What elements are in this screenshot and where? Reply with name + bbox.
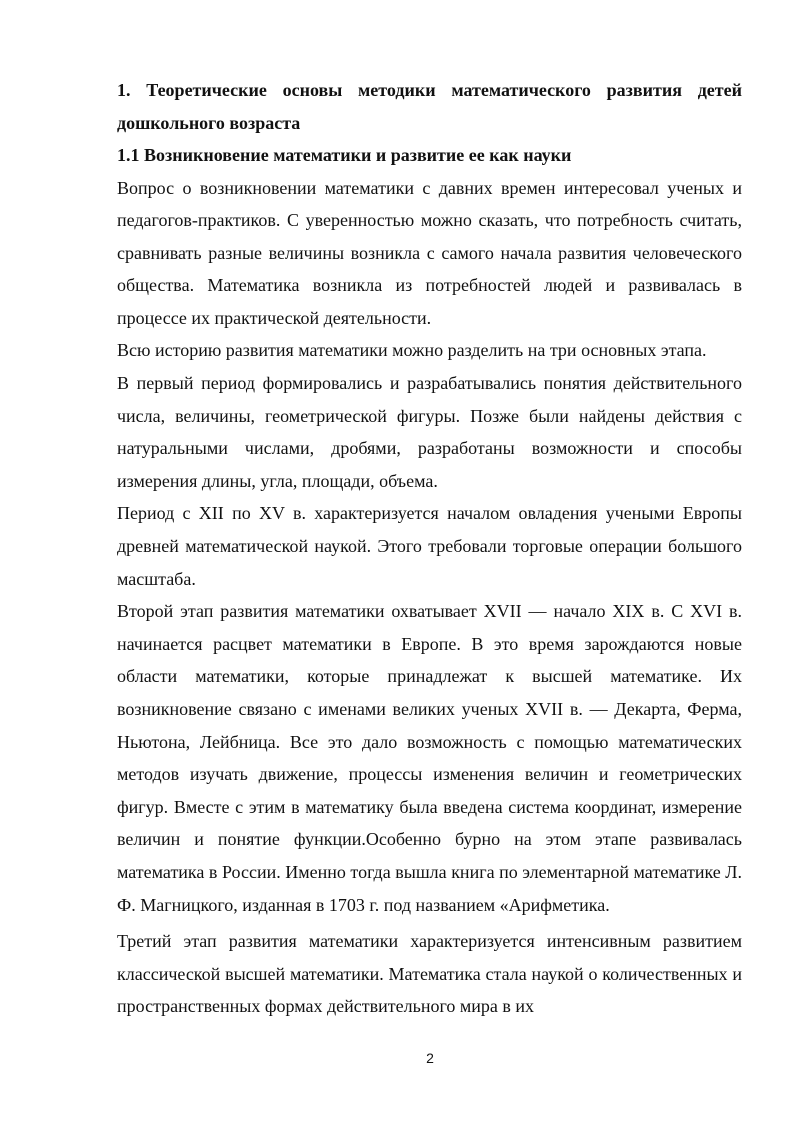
paragraph-three-stages: Всю историю развития математики можно разделить на три основных этапа. [117, 340, 707, 361]
chapter-heading: 1. Теоретические основы методики математического развития детей дошкольного возраста [117, 80, 742, 133]
paragraph-first-period: В первый период формировались и разрабатывались понятия действительного числа, величины, геометрической фигуры. Позже были найдены действия с натуральными числами, дробями, разработаны возможности и способы измерения длины, угла, площади, объема. [117, 373, 742, 491]
section-heading: 1.1 Возникновение математики и развитие ее как науки [117, 145, 572, 165]
paragraph-second-stage: Второй этап развития математики охватывает XVII — начало XIX в. С XVI в. начинается расцвет математики в Европе. В это время зарождаются новые области математики, которые принадлежат к высшей математике. Их возникновение связано с именами великих ученых XVII в. — Декарта, Ферма, Ньютона, Лейбница. Все это дало возможность с помощью математических методов изучать движение, процессы изменения величин и геометрических фигур. Вместе с этим в математику была введена система координат, измерение величин и понятие функции.Особенно бурно на этом этапе развивалась математика в России. Именно тогда вышла книга по элементарной математике Л. Ф. Магницкого, изданная в 1703 г. под названием «Арифметика. [117, 601, 742, 915]
page-number: 2 [426, 1050, 434, 1066]
paragraph-xii-xv-century: Период с XII по XV в. характеризуется началом овладения учеными Европы древней математической наукой. Этого требовали торговые операции большого масштаба. [117, 503, 742, 589]
page-content [117, 74, 742, 1023]
paragraph-third-stage: Третий этап развития математики характеризуется интенсивным развитием классической высшей математики. Математика стала наукой о количественных и пространственных формах действительного мира в их [117, 931, 742, 1017]
paragraph-origin-of-math: Вопрос о возникновении математики с давних времен интересовал ученых и педагогов-практиков. С уверенностью можно сказать, что потребность считать, сравнивать разные величины возникла с самого начала развития человеческого общества. Математика возникла из потребностей людей и развивалась в процессе их практической деятельности. [117, 177, 742, 328]
